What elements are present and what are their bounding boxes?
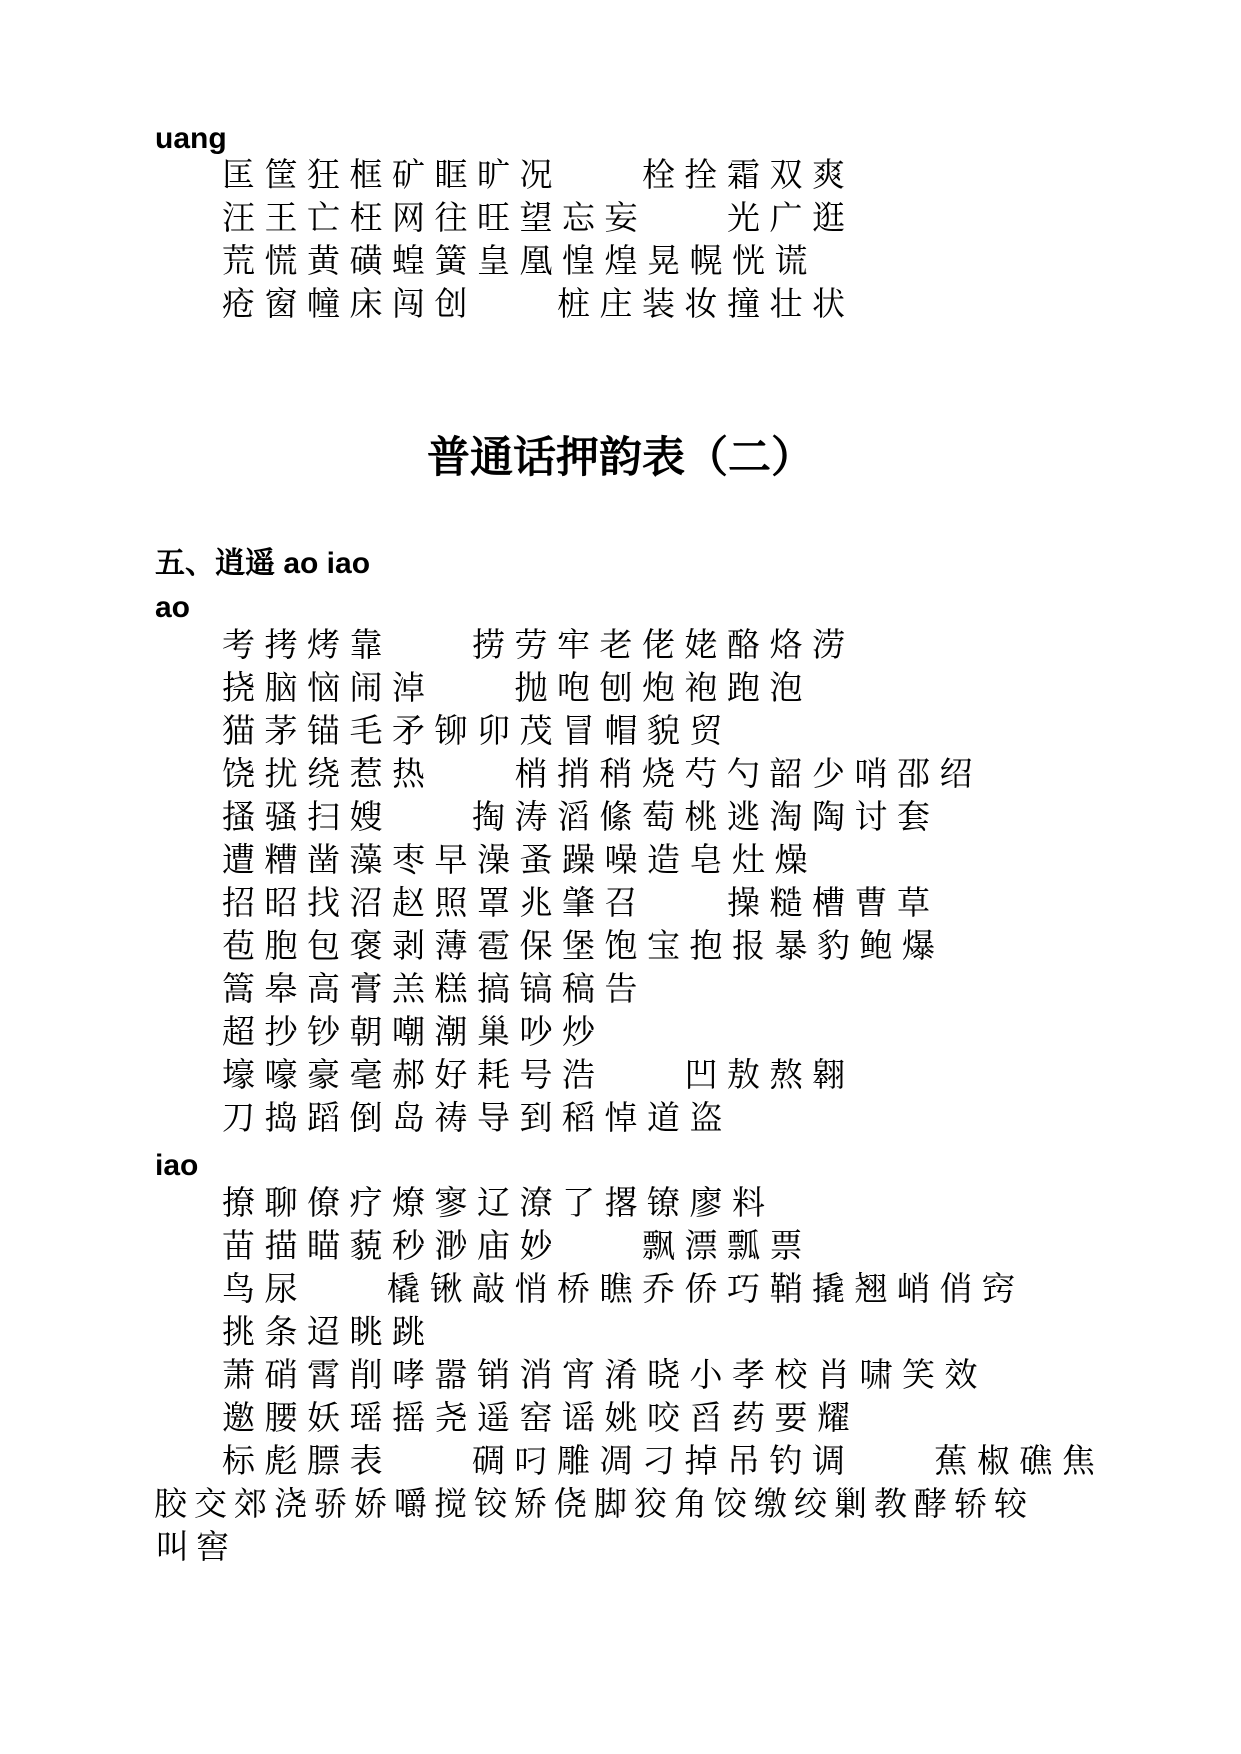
uang-row-2: 汪王亡枉网往旺望忘妄 光广逛	[222, 198, 855, 237]
iao-row-5: 萧硝霄削哮嚣销消宵淆晓小孝校肖啸笑效	[222, 1355, 987, 1394]
iao-row-7: 标彪膘表 碉叼雕凋刁掉吊钓调 蕉椒礁焦	[222, 1441, 1105, 1480]
ao-row-1: 考拷烤靠 捞劳牢老佬姥酪烙涝	[222, 625, 855, 664]
ao-row-12: 刀捣蹈倒岛祷导到稻悼道盗	[222, 1098, 732, 1137]
uang-row-3: 荒慌黄磺蝗簧皇凰惶煌晃幌恍谎	[222, 241, 817, 280]
ao-row-3: 猫茅锚毛矛铆卯茂冒帽貌贸	[222, 711, 732, 750]
iao-wrap-row-1: 胶交郊浇骄娇嚼搅铰矫侥脚狡角饺缴绞剿教酵轿较	[154, 1484, 1034, 1523]
ao-row-11: 壕嚎豪毫郝好耗号浩 凹敖熬翱	[222, 1055, 855, 1094]
page-title: 普通话押韵表（二）	[427, 433, 814, 483]
ao-row-7: 招昭找沼赵照罩兆肇召 操糙槽曹草	[222, 883, 940, 922]
ao-row-2: 挠脑恼闹淖 抛咆刨炮袍跑泡	[222, 668, 812, 707]
ao-row-8: 苞胞包褒剥薄雹保堡饱宝抱报暴豹鲍爆	[222, 926, 945, 965]
iao-row-1: 撩聊僚疗燎寥辽潦了撂镣廖料	[222, 1183, 775, 1222]
section-heading: 五、逍遥 ao iao	[155, 547, 371, 580]
ao-row-6: 遭糟凿藻枣早澡蚤躁噪造皂灶燥	[222, 840, 817, 879]
ao-row-9: 篙皋高膏羔糕搞镐稿告	[222, 969, 647, 1008]
iao-row-3: 鸟尿 橇锹敲悄桥瞧乔侨巧鞘撬翘峭俏窍	[222, 1269, 1025, 1308]
iao-row-6: 邀腰妖瑶摇尧遥窑谣姚咬舀药要耀	[222, 1398, 860, 1437]
iao-row-4: 挑条迢眺跳	[222, 1312, 435, 1351]
iao-label: iao	[155, 1149, 199, 1182]
uang-row-1: 匡筐狂框矿眶旷况 栓拴霜双爽	[222, 155, 855, 194]
uang-label: uang	[155, 122, 227, 155]
ao-row-4: 饶扰绕惹热 梢捎稍烧芍勺韶少哨邵绍	[222, 754, 982, 793]
iao-wrap-row-2: 叫窖	[156, 1527, 236, 1566]
ao-row-5: 搔骚扫嫂 掏涛滔絛萄桃逃淘陶讨套	[222, 797, 940, 836]
ao-row-10: 超抄钞朝嘲潮巢吵炒	[222, 1012, 605, 1051]
iao-row-2: 苗描瞄藐秒渺庙妙 飘漂瓢票	[222, 1226, 812, 1265]
ao-label: ao	[155, 591, 191, 624]
uang-row-4: 疮窗幢床闯创 桩庄装妆撞壮状	[222, 284, 855, 323]
